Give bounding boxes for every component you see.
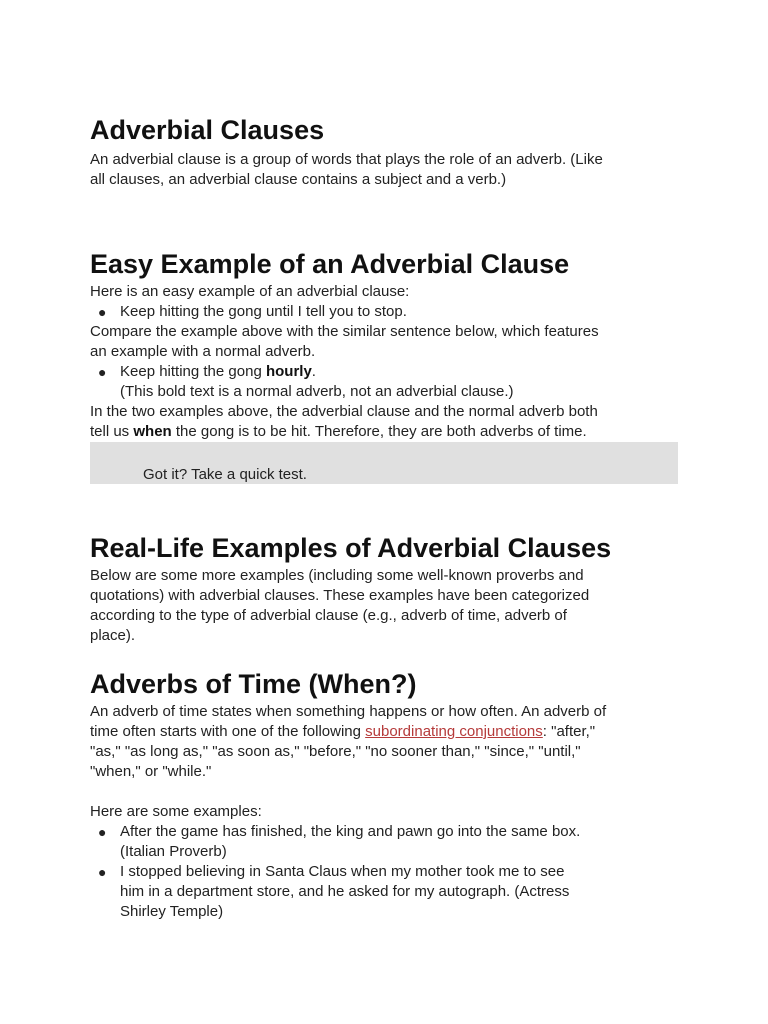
subordinating-conjunctions-link[interactable]: subordinating conjunctions [365, 723, 543, 740]
summary-line-2-post: the gong is to be hit. Therefore, they are both adverbs of time. [171, 423, 587, 440]
example2-line-3: Shirley Temple) [120, 903, 224, 920]
heading-easy-example: Easy Example of an Adverbial Clause [90, 249, 570, 279]
bullet-dot-icon: ● [98, 824, 107, 840]
time-line-2-pre: time often starts with one of the following [90, 723, 366, 740]
example2-line-1: I stopped believing in Santa Claus when my mother took me to see [120, 863, 565, 880]
adverbs-of-time-paragraph [90, 702, 682, 782]
real-life-paragraph [90, 566, 682, 646]
compare-line-1: Compare the example above with the similar sentence below, which features [90, 323, 599, 340]
list-item-text [120, 362, 660, 402]
example2-line-2: him in a department store, and he asked for my autograph. (Actress [120, 883, 570, 900]
list-item [90, 302, 682, 322]
bullet2-text-post: . [311, 363, 316, 380]
real-life-line-2: quotations) with adverbial clauses. These examples have been categorized [90, 587, 590, 604]
time-line-1: An adverb of time states when something happens or how often. An adverb of [90, 703, 607, 720]
list-item-text: Keep hitting the gong until I tell you to stop. [120, 303, 407, 320]
easy-example-intro: Here is an easy example of an adverbial clause: [90, 283, 410, 300]
intro-paragraph [90, 150, 682, 190]
list-item-text [120, 862, 660, 922]
compare-paragraph [90, 322, 682, 362]
quick-test-link[interactable]: Got it? Take a quick test. [143, 466, 307, 483]
compare-line-2: an example with a normal adverb. [90, 343, 316, 360]
heading-adverbial-clauses: Adverbial Clauses [90, 115, 325, 145]
summary-line-2-pre: tell us [90, 423, 134, 440]
intro-line-2: all clauses, an adverbial clause contains a subject and a verb.) [90, 171, 507, 188]
bullet2-note: (This bold text is a normal adverb, not an adverbial clause.) [120, 383, 514, 400]
summary-line-1: In the two examples above, the adverbial clause and the normal adverb both [90, 403, 598, 420]
examples-intro: Here are some examples: [90, 803, 262, 820]
bullet-dot-icon: ● [98, 364, 107, 380]
bullet-dot-icon: ● [98, 304, 107, 320]
bold-when: when [133, 423, 172, 440]
list-item [90, 822, 682, 862]
bullet2-text-pre: Keep hitting the gong [120, 363, 266, 380]
time-line-2-post: : "after," [542, 723, 596, 740]
real-life-line-4: place). [90, 627, 136, 644]
time-line-3: "as," "as long as," "as soon as," "before," "no sooner than," "since," "until," [90, 743, 581, 760]
example1-line-1: After the game has finished, the king and pawn go into the same box. [120, 823, 581, 840]
list-item-text [120, 822, 660, 862]
example1-line-2: (Italian Proverb) [120, 843, 227, 860]
intro-line-1: An adverbial clause is a group of words that plays the role of an adverb. (Like [90, 151, 603, 168]
bold-adverb: hourly [265, 363, 312, 380]
list-item [90, 362, 682, 402]
real-life-line-3: according to the type of adverbial clause (e.g., adverb of time, adverb of [90, 607, 567, 624]
bullet-dot-icon: ● [98, 864, 107, 880]
summary-paragraph [90, 402, 682, 442]
time-line-4: "when," or "while." [90, 763, 212, 780]
real-life-line-1: Below are some more examples (including some well-known proverbs and [90, 567, 584, 584]
quick-test-box[interactable] [90, 442, 678, 484]
list-item [90, 862, 682, 922]
heading-adverbs-of-time: Adverbs of Time (When?) [90, 669, 417, 699]
heading-real-life-examples: Real-Life Examples of Adverbial Clauses [90, 533, 612, 563]
